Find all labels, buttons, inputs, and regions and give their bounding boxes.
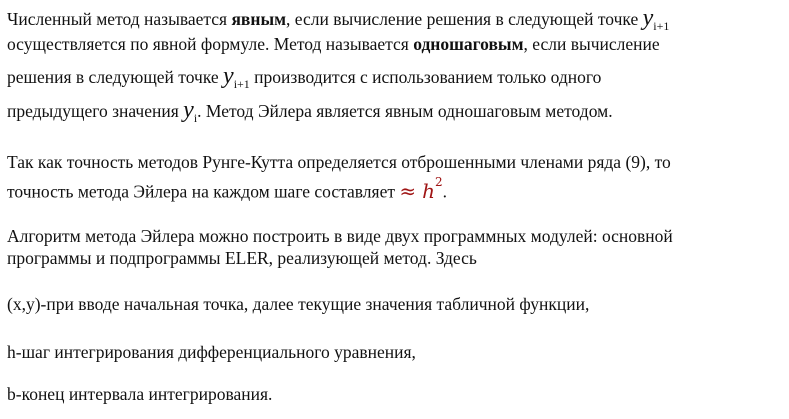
- paragraph-1-line-2: [7, 34, 660, 54]
- formula-h-squared: ≈ $h^2$: [399, 175, 443, 203]
- paragraph-3-line-1: [7, 226, 673, 246]
- paragraph-1-line-1: [7, 5, 670, 33]
- paragraph-3-line-2: [7, 248, 477, 268]
- paragraph-1-line-3: [7, 63, 602, 91]
- bold-term-one-step: одношаговым: [413, 34, 524, 54]
- text-run: . Метод Эйлера является явным одношаговым методом.: [197, 101, 613, 121]
- text-run: производится с использованием только одного: [249, 67, 602, 87]
- text-run: предыдущего значения: [7, 101, 184, 121]
- bold-term-explicit: явным: [231, 9, 287, 29]
- text-run: Численный метод называется: [7, 9, 232, 29]
- paragraph-2-line-2: [7, 176, 447, 202]
- text-run: .: [442, 181, 448, 202]
- paragraph-4: [7, 294, 589, 314]
- text-run: решения в следующей точке: [7, 67, 224, 87]
- paragraph-1-line-4: [7, 97, 613, 125]
- text-run: (x,y)-при вводе начальная точка, далее текущие значения табличной функции,: [7, 294, 590, 314]
- paragraph-5: [7, 342, 416, 362]
- text-run: h-шаг интегрирования дифференциального уравнения,: [7, 342, 416, 362]
- text-run: b-конец интервала интегрирования.: [7, 384, 273, 404]
- math-y-next: $y_{i+1}$: [223, 63, 250, 91]
- text-run: программы и подпрограммы ELER, реализующей метод. Здесь: [7, 248, 477, 268]
- paragraph-6: [7, 384, 272, 404]
- text-run: , если вычисление: [523, 34, 660, 54]
- text-run: точность метода Эйлера на каждом шаге составляет: [7, 181, 400, 202]
- text-run: Так как точность методов Рунге-Кутта определяется отброшенными членами ряда (9), то: [7, 152, 671, 172]
- text-run: Алгоритм метода Эйлера можно построить в виде двух программных модулей: основной: [7, 226, 673, 246]
- math-y-i: $y_i$: [183, 97, 198, 125]
- text-run: осуществляется по явной формуле. Метод называется: [7, 34, 414, 54]
- paragraph-2-line-1: [7, 152, 671, 172]
- math-y-next: $y_{i+1}$: [642, 5, 670, 33]
- text-run: , если вычисление решения в следующей точке: [286, 9, 643, 29]
